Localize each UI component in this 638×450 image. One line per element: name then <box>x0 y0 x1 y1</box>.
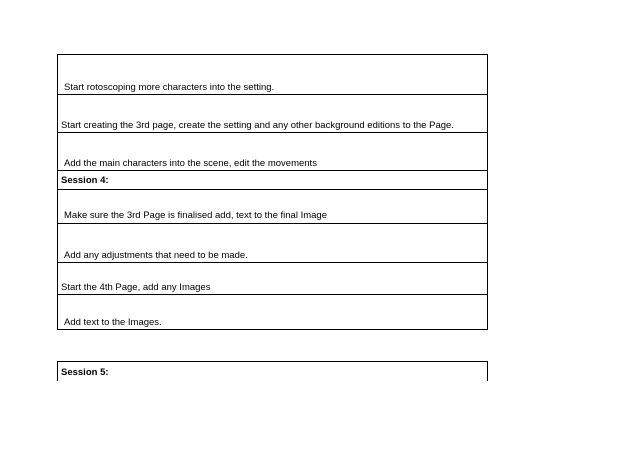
task-adjustments-text: Add any adjustments that need to be made. <box>64 250 248 261</box>
task-main-characters-text: Add the main characters into the scene, edit the movements <box>64 158 317 169</box>
table-row <box>58 263 487 295</box>
task-text-images-text: Add text to the Images. <box>64 317 162 328</box>
session-header-row <box>58 171 487 190</box>
task-finalise-page-text: Make sure the 3rd Page is finalised add, text to the final Image <box>64 210 327 221</box>
plan-table <box>57 54 488 330</box>
session-5-table <box>57 361 488 381</box>
task-third-page-text: Start creating the 3rd page, create the setting and any other background editions to the Page. <box>61 120 454 131</box>
table-row <box>58 133 487 171</box>
table-row <box>58 224 487 263</box>
task-fourth-page-text: Start the 4th Page, add any Images <box>61 282 211 293</box>
table-row <box>58 95 487 133</box>
task-rotoscoping-text: Start rotoscoping more characters into the setting. <box>64 82 275 93</box>
table-row <box>58 295 487 330</box>
session-4-heading: Session 4: <box>61 175 109 186</box>
table-row <box>58 55 487 95</box>
session-5-heading: Session 5: <box>61 367 109 378</box>
table-row <box>58 190 487 224</box>
